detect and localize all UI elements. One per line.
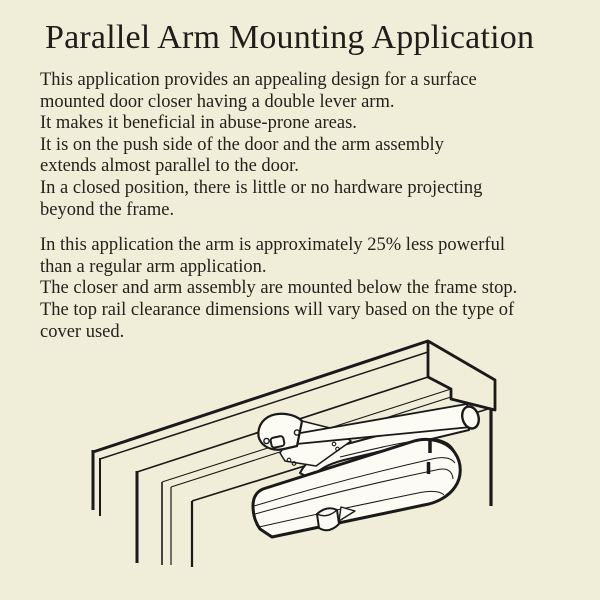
body-text [40, 70, 580, 343]
text-line: cover used. [40, 321, 125, 342]
spindle [317, 508, 339, 530]
text-line: The top rail clearance dimensions will vary based on the type of [40, 299, 515, 320]
text-line: It is on the push side of the door and the arm assembly [40, 134, 444, 155]
text-line: This application provides an appealing design for a surface [40, 70, 477, 90]
arm-shoe [258, 414, 302, 450]
text-line: mounted door closer having a double lever arm. [40, 91, 395, 112]
text-line: In a closed position, there is little or no hardware projecting [40, 177, 483, 198]
text-line: It makes it beneficial in abuse-prone areas. [40, 113, 357, 134]
screw-hole [292, 462, 296, 466]
text-line: beyond the frame. [40, 199, 175, 220]
paragraph-2 [40, 235, 580, 343]
text-line: In this application the arm is approximately 25% less powerful [40, 235, 505, 256]
text-line: than a regular arm application. [40, 256, 267, 277]
frame-header-end [428, 341, 495, 410]
door-closer-diagram [0, 335, 600, 600]
shoe-pivot [270, 436, 285, 448]
text-line: extends almost parallel to the door. [40, 156, 299, 177]
page-title: Parallel Arm Mounting Application [45, 19, 535, 56]
paragraph-1 [40, 70, 580, 221]
text-line: The closer and arm assembly are mounted below the frame stop. [40, 278, 518, 299]
